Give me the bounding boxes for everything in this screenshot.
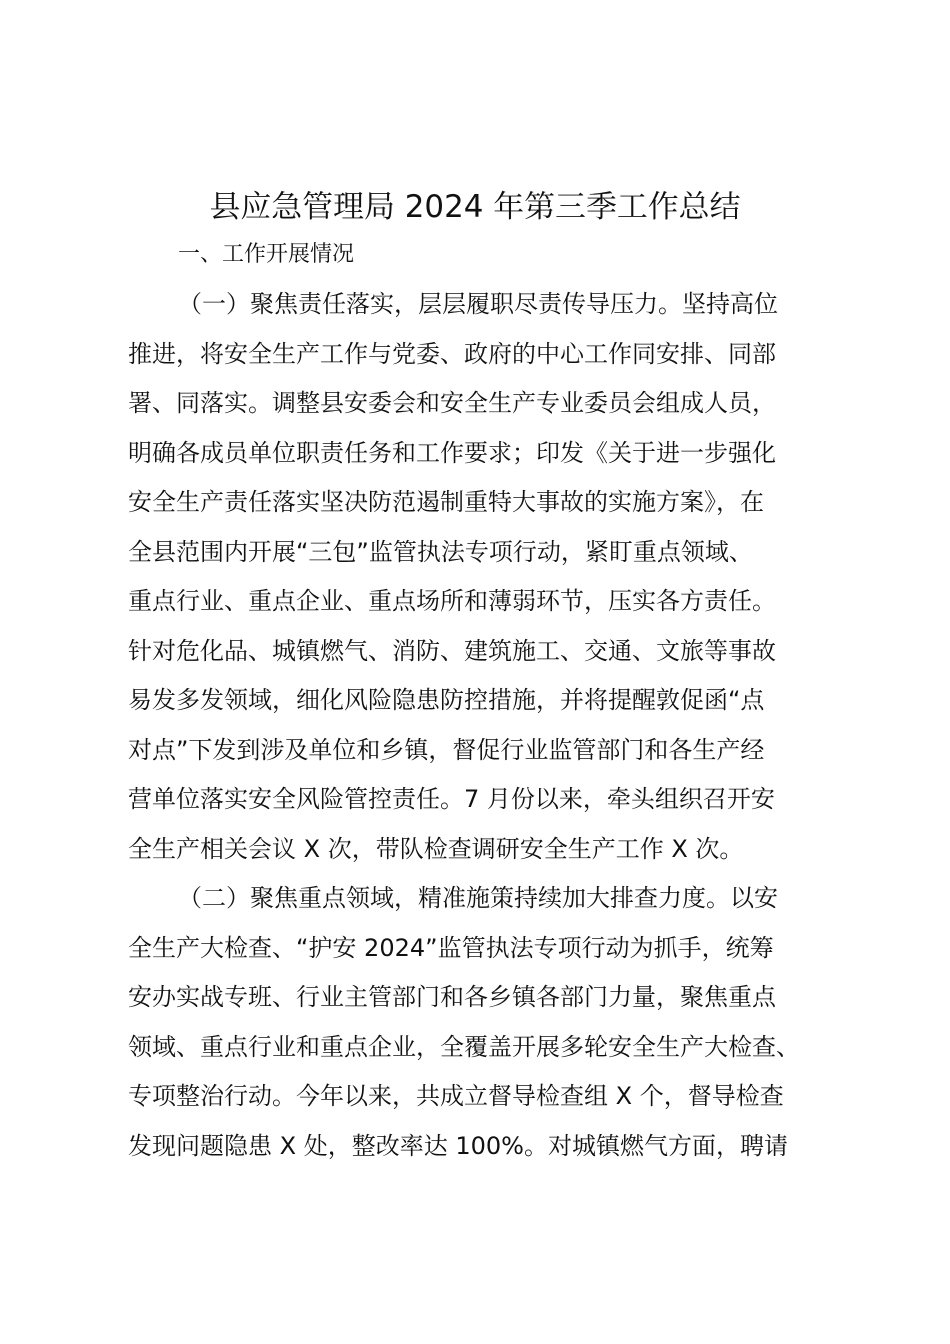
paragraph-1-line: 明确各成员单位职责任务和工作要求；印发《关于进一步强化	[128, 439, 776, 467]
paragraph-1-line: 全县范围内开展“三包”监管执法专项行动，紧盯重点领域、	[128, 538, 753, 566]
paragraph-1-line: 对点”下发到涉及单位和乡镇，督促行业监管部门和各生产经	[128, 736, 765, 764]
paragraph-1-line: 署、同落实。调整县安委会和安全生产专业委员会组成人员，	[128, 389, 776, 417]
paragraph-1-line: 重点行业、重点企业、重点场所和薄弱环节，压实各方责任。	[128, 587, 776, 615]
paragraph-1-line: 全生产相关会议 X 次，带队检查调研安全生产工作 X 次。	[128, 835, 744, 863]
paragraph-2-line: （二）聚焦重点领域，精准施策持续加大排查力度。以安	[178, 884, 778, 912]
paragraph-1-line: 易发多发领域，细化风险隐患防控措施，并将提醒敦促函“点	[128, 686, 765, 714]
section-heading: 一、工作开展情况	[178, 242, 355, 267]
paragraph-2-line: 发现问题隐患 X 处，整改率达 100%。对城镇燃气方面，聘请	[128, 1132, 788, 1160]
paragraph-1-line: 安全生产责任落实坚决防范遏制重特大事故的实施方案》，在	[128, 488, 764, 516]
paragraph-2-line: 安办实战专班、行业主管部门和各乡镇各部门力量，聚焦重点	[128, 983, 776, 1011]
paragraph-1-line: 针对危化品、城镇燃气、消防、建筑施工、交通、文旅等事故	[128, 637, 776, 665]
paragraph-2-line: 领域、重点行业和重点企业，全覆盖开展多轮安全生产大检查、	[128, 1033, 800, 1061]
paragraph-1-line: 推进，将安全生产工作与党委、政府的中心工作同安排、同部	[128, 340, 776, 368]
document-title: 县应急管理局 2024 年第三季工作总结	[209, 189, 741, 225]
paragraph-1-line: 营单位落实安全风险管控责任。7 月份以来，牵头组织召开安	[128, 785, 775, 813]
paragraph-2-line: 全生产大检查、“护安 2024”监管执法专项行动为抓手，统筹	[128, 934, 774, 962]
paragraph-2-line: 专项整治行动。今年以来，共成立督导检查组 X 个，督导检查	[128, 1082, 784, 1110]
paragraph-1-line: （一）聚焦责任落实，层层履职尽责传导压力。坚持高位	[178, 290, 778, 318]
